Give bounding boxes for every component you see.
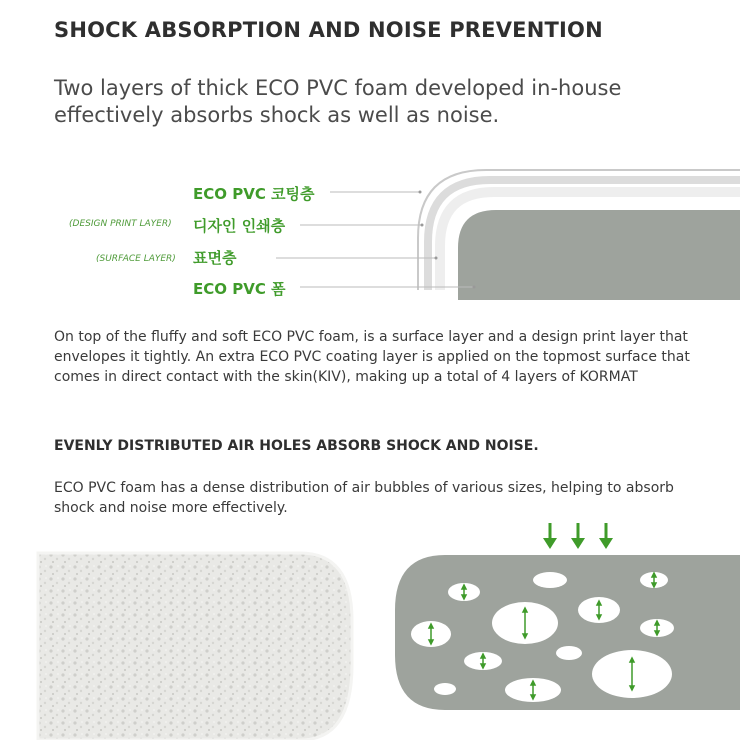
subtitle: Two layers of thick ECO PVC foam developed in-house effectively absorbs shock as well as noise. bbox=[54, 76, 622, 127]
layer-label-coating: ECO PVC 코팅층 bbox=[193, 185, 315, 203]
air-holes-description: ECO PVC foam has a dense distribution of air bubbles of various sizes, helping to absorb shock and noise more effectively. bbox=[54, 480, 674, 516]
down-arrow-icon bbox=[543, 523, 613, 549]
section-heading-air-holes: EVENLY DISTRIBUTED AIR HOLES ABSORB SHOCK AND NOISE. bbox=[54, 438, 539, 454]
layer-label-print: 디자인 인쇄층 bbox=[193, 217, 286, 235]
page-title: SHOCK ABSORPTION AND NOISE PREVENTION bbox=[54, 18, 603, 42]
layer-label-foam: ECO PVC 폼 bbox=[193, 280, 286, 298]
layer-note-print: (DESIGN PRINT LAYER) bbox=[69, 219, 172, 229]
layer-label-surface: 표면층 bbox=[193, 249, 237, 267]
layer-note-surface: (SURFACE LAYER) bbox=[96, 254, 176, 264]
layers-description: On top of the fluffy and soft ECO PVC foam, is a surface layer and a design print layer that envelopes it tightly. An extra ECO PVC coating layer is applied on the topmost surface that comes in direct contact with the skin(KIV), making up a total of 4 layers of KORMAT bbox=[54, 329, 690, 385]
